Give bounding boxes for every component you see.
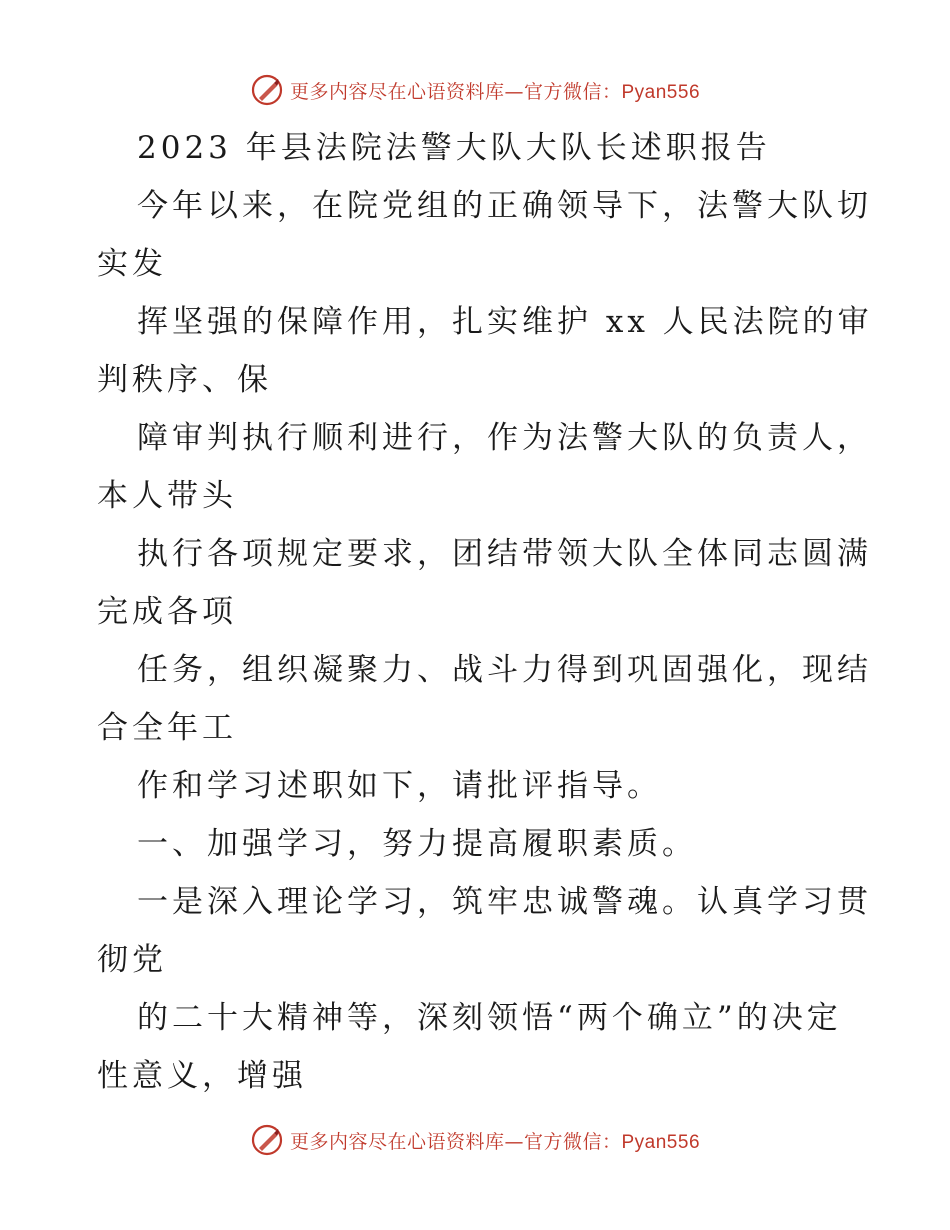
paragraph-line: 的二十大精神等，深刻领悟“两个确立”的决定	[137, 1000, 842, 1036]
quill-logo-icon	[250, 73, 284, 107]
paragraph-line: 挥坚强的保障作用，扎实维护 xx 人民法院的审	[137, 304, 873, 340]
paragraph-line: 合全年工	[97, 710, 237, 746]
paragraph-line: 本人带头	[97, 478, 237, 514]
paragraph-line: 执行各项规定要求，团结带领大队全体同志圆满	[137, 536, 872, 572]
watermark-text: 更多内容尽在心语资料库—官方微信：Pyan556	[289, 80, 701, 103]
quill-logo-icon	[250, 1123, 284, 1157]
paragraph-line: 实发	[97, 246, 167, 282]
paragraph-line: 完成各项	[97, 594, 237, 630]
paragraph-line: 彻党	[97, 942, 167, 978]
paragraph-line: 任务，组织凝聚力、战斗力得到巩固强化，现结	[137, 652, 872, 688]
footer-watermark	[0, 1120, 950, 1160]
section-heading: 一、加强学习，努力提高履职素质。	[137, 826, 697, 862]
header-watermark	[0, 70, 950, 110]
paragraph-line: 性意义，增强	[97, 1058, 307, 1094]
paragraph-line: 一是深入理论学习，筑牢忠诚警魂。认真学习贯	[137, 884, 872, 920]
paragraph-line: 障审判执行顺利进行，作为法警大队的负责人，	[137, 420, 872, 456]
paragraph-line: 作和学习述职如下，请批评指导。	[137, 768, 662, 804]
document-title: 2023 年县法院法警大队大队长述职报告	[137, 130, 771, 166]
paragraph-line: 判秩序、保	[97, 362, 272, 398]
paragraph-line: 今年以来，在院党组的正确领导下，法警大队切	[137, 188, 872, 224]
watermark-text: 更多内容尽在心语资料库—官方微信：Pyan556	[289, 1130, 701, 1153]
